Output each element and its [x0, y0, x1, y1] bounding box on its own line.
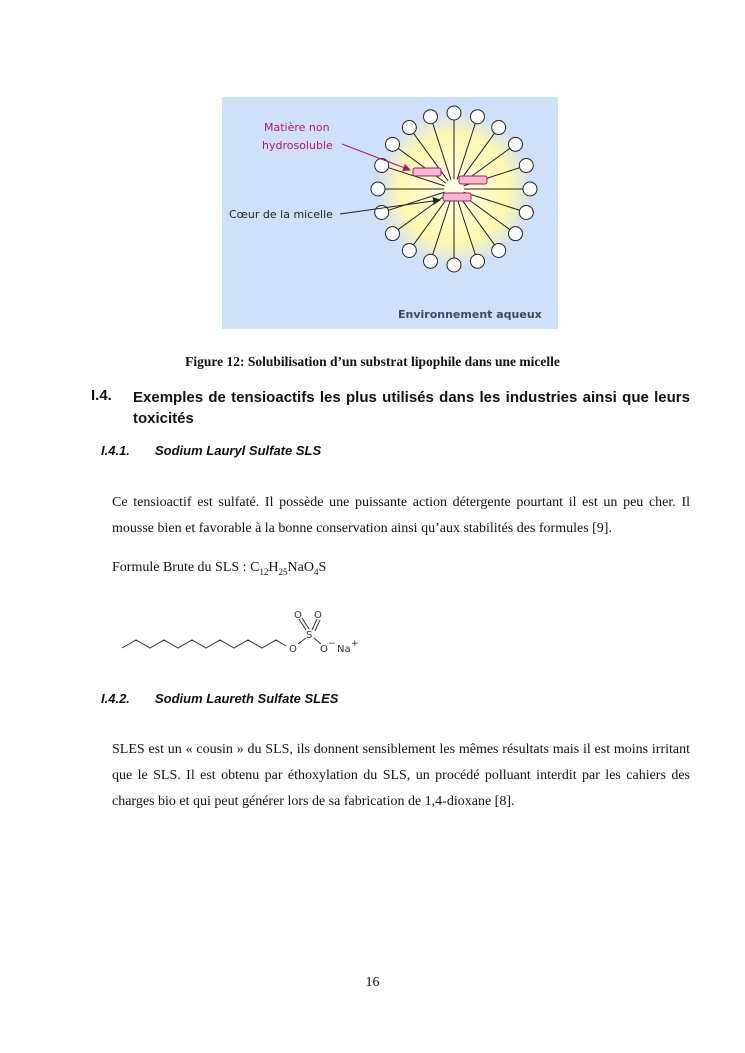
sles-paragraph-text: SLES est un « cousin » du SLS, ils donnent sensiblement les mêmes résultats mais il est moins irritant que le SLS. Il est obtenu par éthoxylation du SLS, un procédé polluant interdit par les cahiers des charges bio et qui peut générer lors de sa fabrication de 1,4-dioxane [8]. — [112, 742, 690, 809]
formula-s: S — [318, 560, 327, 575]
section-title: Exemples de tensioactifs les plus utilisés dans les industries ainsi que leurs toxicités — [133, 389, 690, 427]
figure-caption: Figure 12: Solubilisation d’un substrat lipophile dans une micelle — [185, 354, 560, 369]
atom-s: S — [306, 630, 313, 641]
hydrophobic-rod — [459, 176, 487, 184]
hydrophilic-head — [508, 137, 522, 151]
formula-c: C — [250, 560, 260, 575]
hydrophilic-head — [424, 254, 438, 268]
atom-o2: O — [314, 610, 322, 621]
hydrophilic-head — [386, 227, 400, 241]
label-matiere-line1: Matière non — [264, 121, 330, 134]
section-number: I.4. — [91, 387, 112, 404]
hydrophilic-head — [424, 110, 438, 124]
formula-h: H — [268, 560, 279, 575]
hydrophilic-head — [447, 106, 461, 120]
sls-paragraph — [112, 490, 690, 542]
hydrophilic-head — [470, 110, 484, 124]
formula-o-sub: 4 — [313, 566, 319, 577]
formula-label: Formule Brute du SLS : — [112, 560, 251, 575]
subsection-number: I.4.2. — [101, 691, 130, 706]
micelle-figure — [222, 97, 558, 329]
hydrophilic-head — [470, 254, 484, 268]
formula-rest: NaO — [287, 560, 314, 575]
formula-c-sub: 12 — [259, 566, 269, 577]
hydrophobic-rod — [413, 168, 441, 176]
subsection-title: Sodium Laureth Sulfate SLES — [155, 691, 339, 706]
hydrophilic-head — [371, 182, 385, 196]
page-number: 16 — [365, 975, 380, 990]
bond-s-o1b — [302, 618, 309, 629]
alkyl-chain — [122, 640, 286, 648]
label-coeur: Cœur de la micelle — [229, 208, 333, 221]
label-matiere-line2: hydrosoluble — [262, 139, 333, 152]
atom-o-ester: O — [289, 644, 297, 655]
charge-minus: − — [328, 639, 336, 649]
subsection-title: Sodium Lauryl Sulfate SLS — [155, 443, 322, 458]
hydrophilic-head — [402, 243, 416, 257]
hydrophilic-head — [447, 258, 461, 272]
atom-na: Na — [337, 644, 351, 655]
hydrophilic-head — [386, 137, 400, 151]
hydrophobic-rod — [443, 193, 471, 201]
atom-o-minus: O — [320, 644, 328, 655]
sles-paragraph — [112, 737, 690, 815]
sls-formula-line — [112, 560, 326, 577]
charge-plus: + — [351, 639, 359, 649]
sls-structure — [118, 606, 368, 662]
atom-o1: O — [294, 610, 302, 621]
hydrophilic-head — [492, 121, 506, 135]
formula-h-sub: 25 — [278, 566, 288, 577]
hydrophilic-head — [523, 182, 537, 196]
hydrophilic-head — [519, 159, 533, 173]
sls-paragraph-text: Ce tensioactif est sulfaté. Il possède une puissante action détergente pourtant il est un peu cher. Il mousse bien et favorable à la bonne conservation ainsi qu’aux stabilités des formules [9]. — [112, 495, 690, 536]
hydrophilic-head — [519, 205, 533, 219]
hydrophilic-head — [402, 121, 416, 135]
hydrophilic-head — [492, 243, 506, 257]
hydrophilic-head — [508, 227, 522, 241]
bond-o-s — [298, 638, 306, 644]
label-environnement: Environnement aqueux — [398, 308, 542, 321]
subsection-number: I.4.1. — [101, 443, 130, 458]
